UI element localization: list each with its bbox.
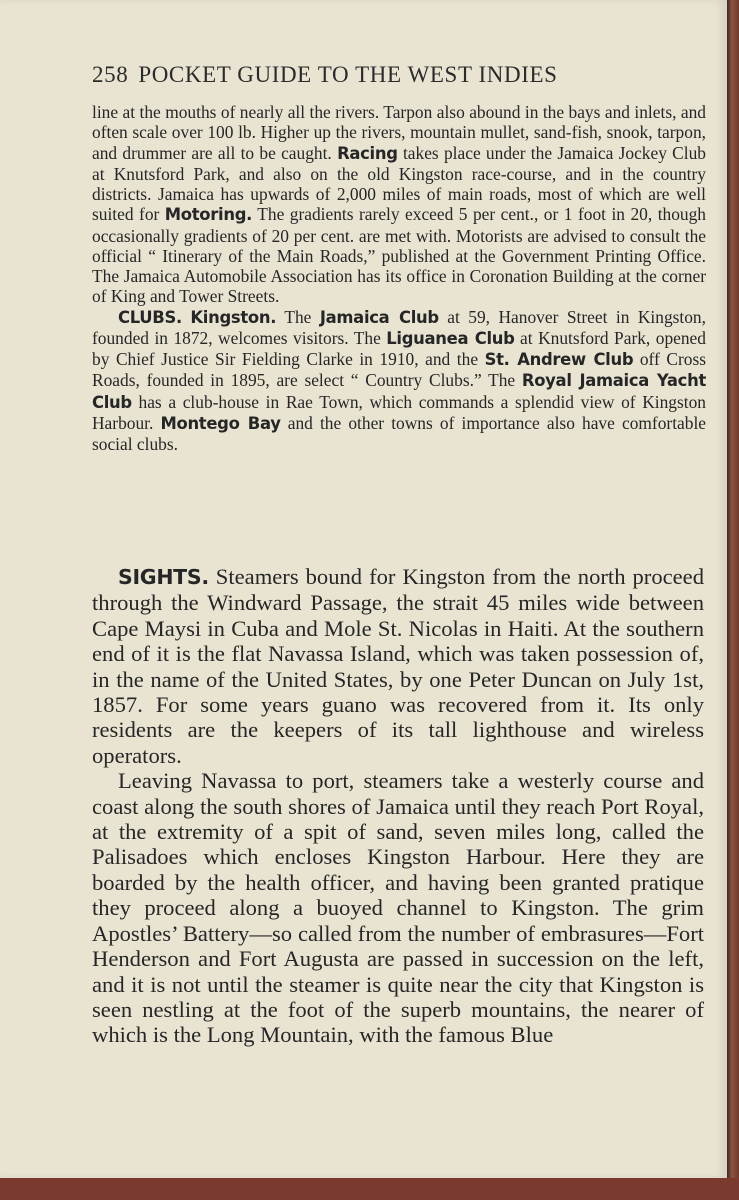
page-number: 258 (92, 62, 129, 87)
small-print-section (92, 102, 706, 454)
keyword-montego-bay: Montego Bay (160, 413, 281, 433)
keyword-liguanea-club: Liguanea Club (386, 328, 515, 348)
running-header (92, 62, 702, 88)
running-title: POCKET GUIDE TO THE WEST INDIES (138, 62, 558, 87)
heading-sights: SIGHTS. (118, 565, 209, 589)
paragraph-sights: SIGHTS. Steamers bound for Kingston from the north proceed through the Windward Passage, the strait 45 miles wide between Cape Maysi in Cuba and Mole St. Nicolas in Haiti. At the southern end of it is the flat Navassa Island, which was taken possession of, in the name of the United States, by one Peter Duncan on July 1st, 1857. For some years guano was recovered from it. Its only residents are the keepers of its tall lighthouse and wireless operators. (92, 564, 704, 768)
subheading-kingston: Kingston. (190, 307, 277, 327)
book-spine-edge (727, 0, 739, 1200)
large-print-section (92, 564, 704, 1048)
book-bottom-edge (0, 1178, 739, 1200)
keyword-jamaica-club: Jamaica Club (319, 307, 439, 327)
paragraph-fishing-racing-motoring: line at the mouths of nearly all the rivers. Tarpon also abound in the bays and inlets, and often scale over 100 lb. Higher up the rivers, mountain mullet, sand-fish, snook, tarpon, and drummer are all to be caught. Racing takes place under the Jamaica Jockey Club at Knutsford Park, and also on the old Kingston race-course, and in the country districts. Jamaica has upwards of 2,000 miles of main roads, most of which are well suited for Motoring. The gradients rarely exceed 5 per cent., or 1 foot in 20, though occasionally gradients of 20 per cent. are met with. Motorists are advised to consult the official “ Itinerary of the Main Roads,” published at the Government Printing Office. The Jamaica Automobile Association has its office in Coronation Building at the corner of King and Tower Streets. (92, 102, 707, 307)
keyword-racing: Racing (337, 143, 398, 163)
keyword-st-andrew-club: St. Andrew Club (484, 350, 634, 369)
heading-clubs: CLUBS. (118, 307, 182, 327)
keyword-royal-jamaica-yacht-club: Royal Jamaica Yacht Club (92, 371, 706, 412)
paragraph-clubs: CLUBS. Kingston. The Jamaica Club at 59, Hanover Street in Kingston, founded in 1872, welcomes visitors. The Liguanea Club at Knutsford Park, opened by Chief Justice Sir Fielding Clarke in 1910, and the St. Andrew Club off Cross Roads, founded in 1895, are select “ Country Clubs.” The Royal Jamaica Yacht Club has a club-house in Rae Town, which commands a splendid view of Kingston Harbour. Montego Bay and the other towns of importance also have comfortable social clubs. (92, 306, 707, 454)
keyword-motoring: Motoring. (164, 205, 253, 225)
paragraph-leaving-navassa: Leaving Navassa to port, steamers take a westerly course and coast along the south shores of Jamaica until they reach Port Royal, at the extremity of a spit of sand, seven miles long, called the Palisadoes which encloses Kingston Harbour. Here they are boarded by the health officer, and having been granted pratique they proceed along a buoyed channel to Kingston. The grim Apostles’ Battery—so called from the number of embrasures—Fort Henderson and Fort Augusta are passed in succession on the left, and it is not until the steamer is quite near the city that Kingston is seen nestling at the foot of the superb mountains, the nearer of which is the Long Mountain, with the famous Blue (92, 768, 704, 1048)
